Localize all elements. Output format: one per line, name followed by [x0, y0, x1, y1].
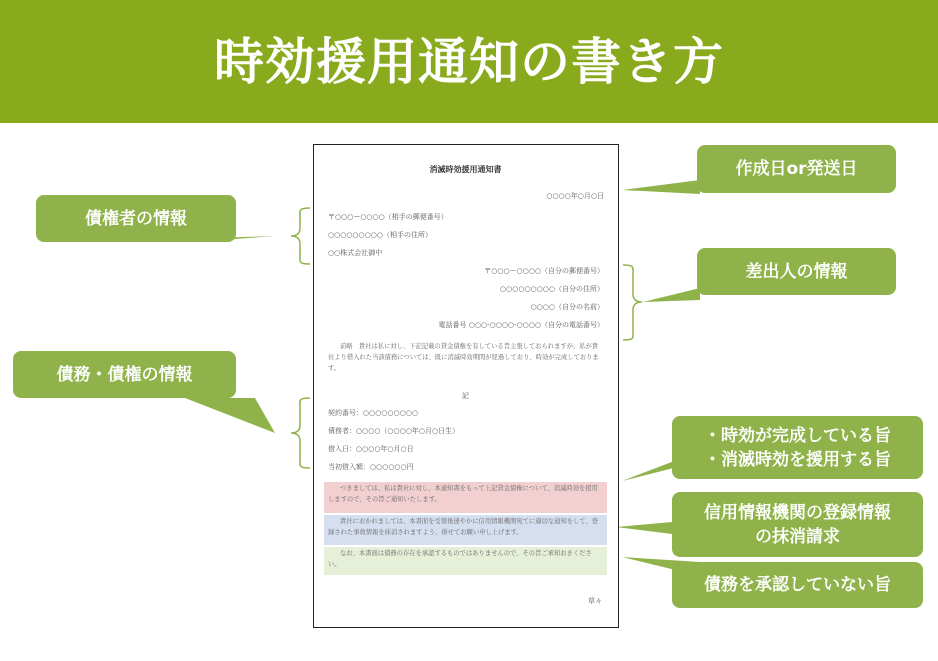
- callout-debt: [13, 351, 236, 398]
- closing-text: 草々: [588, 597, 602, 605]
- paragraph-prescription: つきましては、私は貴社に対し、本通知書をもって上記貸金債権について、消滅時効を援用しますので、その旨ご通知いたします。: [328, 485, 598, 503]
- callout-date-label: 作成日or発送日: [735, 159, 858, 179]
- callout-sender: [697, 248, 896, 295]
- callout-creditor: [36, 195, 236, 242]
- recipient-address: ○○○○○○○○○（相手の住所）: [328, 231, 432, 239]
- item-initial-amount: 当初借入額：○○○○○○円: [328, 463, 414, 471]
- callout-credit-info-line2: の抹消請求: [755, 526, 840, 547]
- callout-prescription-line1: ・時効が完成している旨: [704, 425, 891, 446]
- document-sheet: [313, 144, 619, 628]
- item-borrow-date: 借入日：○○○○年○月○日: [328, 445, 414, 453]
- sender-address: ○○○○○○○○○（自分の住所）: [500, 285, 604, 293]
- callout-prescription-line2: ・消滅時効を援用する旨: [704, 449, 891, 470]
- callout-not-acknowledged-label: 債務を承認していない旨: [704, 575, 891, 595]
- item-debtor: 債務者：○○○○（○○○○年○月○日生）: [328, 427, 460, 435]
- recipient-postal: 〒○○○ー○○○○（相手の郵便番号）: [328, 213, 448, 221]
- sender-phone: 電話番号 ○○○-○○○○-○○○○（自分の電話番号）: [438, 321, 604, 329]
- recipient-company: ○○株式会社御中: [328, 249, 383, 257]
- page-title: 時効援用通知の書き方: [214, 32, 724, 91]
- callout-creditor-label: 債権者の情報: [85, 208, 187, 229]
- document-date: ○○○○年○月○日: [546, 192, 604, 200]
- paragraph-credit-info: 貴社におかれましては、本書面を受領後速やかに信用情報機関宛てに適切な通知をして、登録された事故情報を抹消されますよう、併せてお願い申し上げます。: [328, 518, 599, 536]
- sender-name: ○○○○（自分の名前）: [530, 303, 604, 311]
- callout-prescription: [672, 416, 923, 479]
- preamble-paragraph: 前略 貴社は私に対し、下記記載の貸金債権を有している旨主張しておられますが、私が貴社より借入れた当該債務については、既に消滅時効期間が経過しており、時効が完成しております。: [328, 343, 599, 372]
- item-contract-number: 契約番号：○○○○○○○○○: [328, 409, 418, 417]
- document-title: 消滅時効援用通知書: [429, 165, 502, 174]
- ki-heading: 記: [462, 392, 469, 400]
- sender-postal: 〒○○○ー○○○○（自分の郵便番号）: [484, 267, 604, 275]
- callout-credit-info-line1: 信用情報機関の登録情報: [704, 502, 891, 523]
- callout-debt-label: 債務・債権の情報: [56, 364, 193, 385]
- callout-date: [697, 145, 896, 193]
- callout-sender-label: 差出人の情報: [745, 261, 848, 282]
- callout-not-acknowledged: [672, 562, 923, 608]
- paragraph-not-acknowledged: なお、本書面は債務の存在を承認するものではありませんので、その旨ご承知おきください。: [328, 550, 592, 568]
- callout-credit-info: [672, 492, 923, 557]
